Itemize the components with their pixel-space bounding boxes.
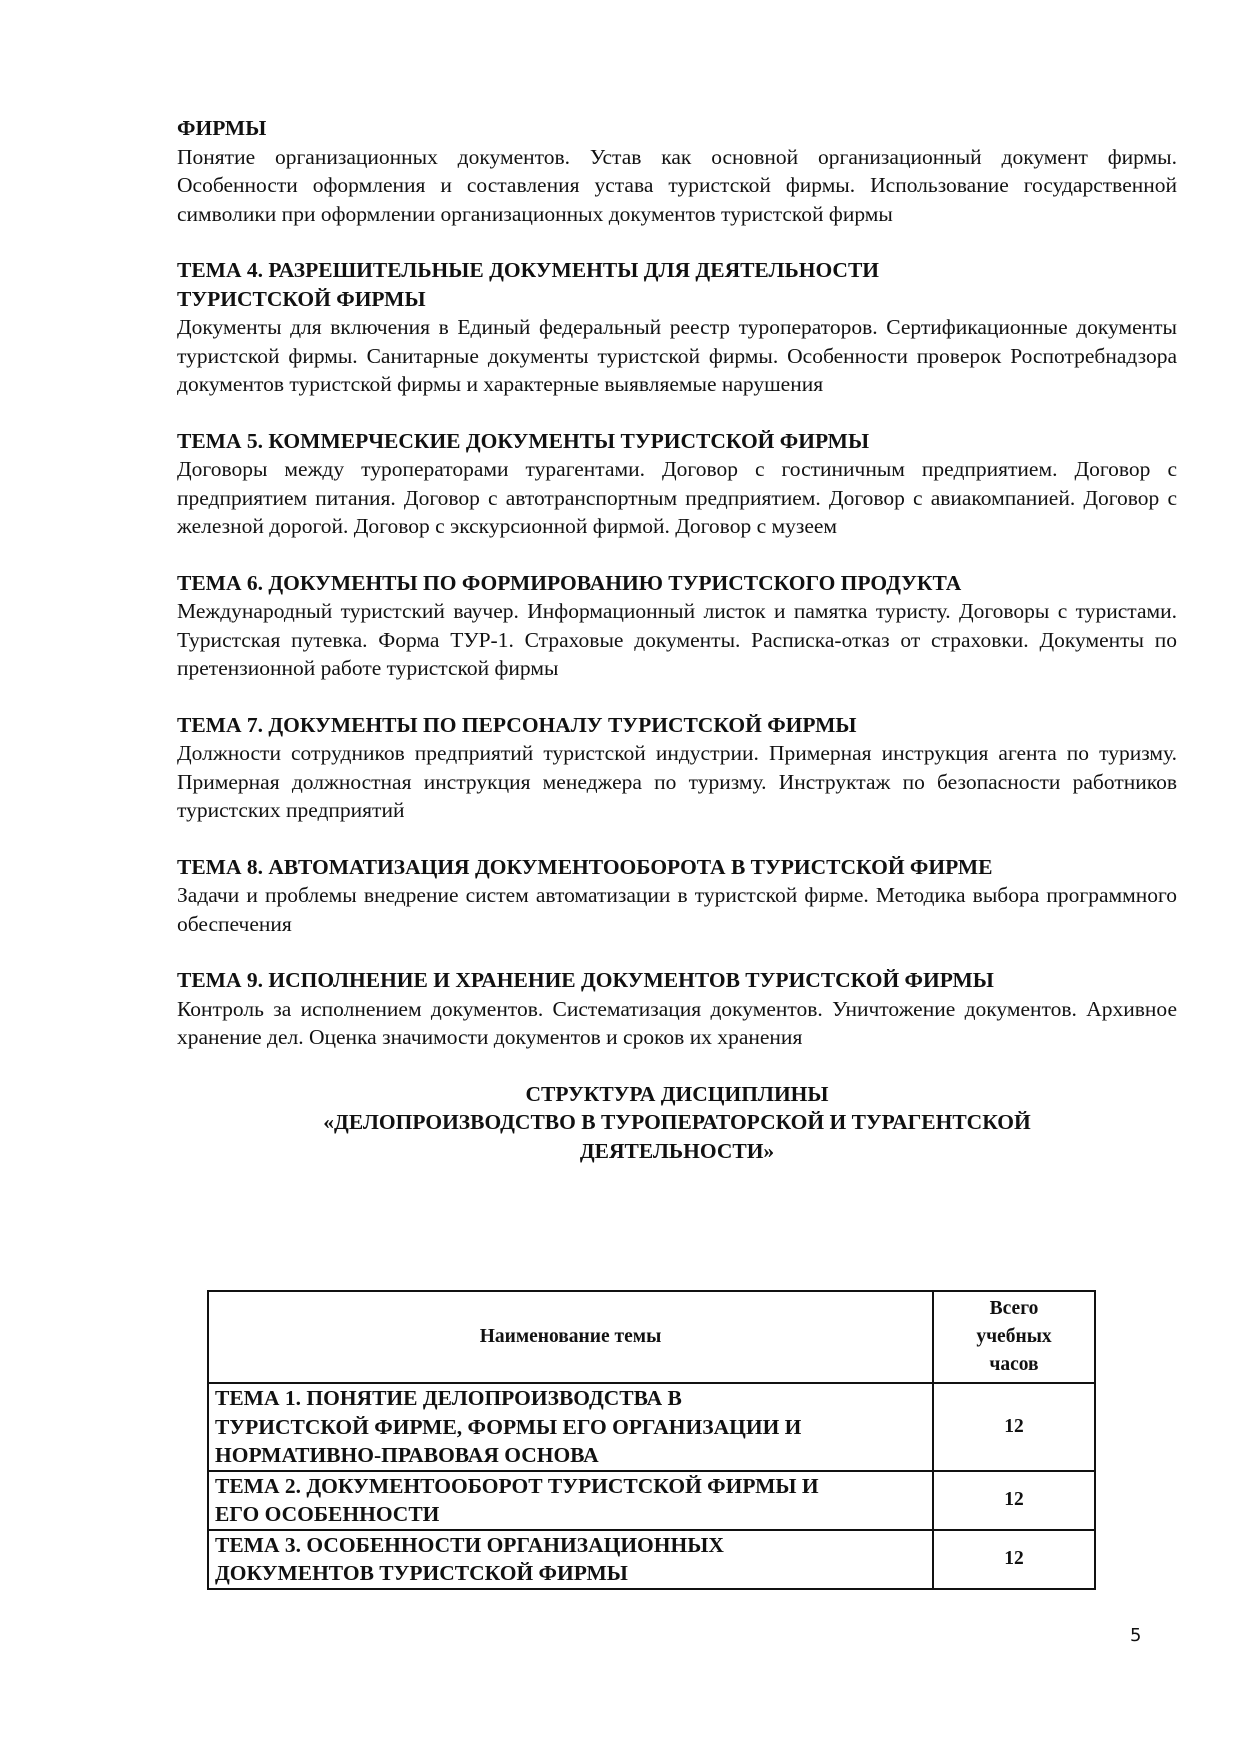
structure-table bbox=[207, 1290, 1096, 1590]
header-topic-name: Наименование темы bbox=[208, 1291, 933, 1383]
row-3-line1: ТЕМА 3. ОСОБЕННОСТИ ОРГАНИЗАЦИОННЫХ bbox=[215, 1532, 724, 1557]
intro-heading: ФИРМЫ bbox=[177, 116, 267, 140]
structure-title bbox=[177, 1080, 1177, 1166]
topic-5-text: Договоры между туроператорами турагентами. Договор с гостиничным предприятием. Договор с предприятием питания. Договор с автотранспортным предприятием. Договор с авиакомпанией. Договор с железной дорогой. Договор с экскурсионной фирмой. Договор с музеем bbox=[177, 457, 1177, 538]
page-number: 5 bbox=[1130, 1625, 1142, 1646]
topic-section-8 bbox=[177, 853, 1177, 939]
document-page bbox=[177, 114, 1177, 1165]
row-2-line2: ЕГО ОСОБЕННОСТИ bbox=[215, 1502, 440, 1526]
topic-8-text: Задачи и проблемы внедрение систем автоматизации в туристской фирме. Методика выбора программного обеспечения bbox=[177, 883, 1177, 936]
topic-4-heading-line2: ТУРИСТСКОЙ ФИРМЫ bbox=[177, 286, 426, 311]
intro-text: Понятие организационных документов. Устав как основной организационный документ фирмы. Особенности оформления и составления устава туристской фирмы. Использование государственной символики при оформлении организационных документов туристской фирмы bbox=[177, 144, 1177, 226]
table-row bbox=[208, 1383, 1095, 1471]
topic-4-heading-line1: ТЕМА 4. РАЗРЕШИТЕЛЬНЫЕ ДОКУМЕНТЫ ДЛЯ ДЕЯТЕЛЬНОСТИ bbox=[177, 258, 880, 282]
table-header-row bbox=[208, 1291, 1095, 1383]
topic-9-heading: ТЕМА 9. ИСПОЛНЕНИЕ И ХРАНЕНИЕ ДОКУМЕНТОВ ТУРИСТСКОЙ ФИРМЫ bbox=[177, 968, 994, 992]
table-row-topic bbox=[208, 1471, 933, 1530]
row-2-hours: 12 bbox=[933, 1471, 1095, 1530]
structure-title-line3: ДЕЯТЕЛЬНОСТИ» bbox=[579, 1138, 775, 1163]
topic-9-text: Контроль за исполнением документов. Систематизация документов. Уничтожение документов. Архивное хранение дел. Оценка значимости документов и сроков их хранения bbox=[177, 996, 1177, 1049]
row-1-line2: ТУРИСТСКОЙ ФИРМЕ, ФОРМЫ ЕГО ОРГАНИЗАЦИИ И bbox=[215, 1414, 802, 1439]
table-row bbox=[208, 1530, 1095, 1589]
topic-section-7 bbox=[177, 711, 1177, 825]
row-3-line2: ДОКУМЕНТОВ ТУРИСТСКОЙ ФИРМЫ bbox=[215, 1561, 628, 1585]
topic-5-heading: ТЕМА 5. КОММЕРЧЕСКИЕ ДОКУМЕНТЫ ТУРИСТСКОЙ ФИРМЫ bbox=[177, 428, 870, 453]
row-1-line1: ТЕМА 1. ПОНЯТИЕ ДЕЛОПРОИЗВОДСТВА В bbox=[215, 1386, 682, 1410]
table-row-topic bbox=[208, 1383, 933, 1471]
intro-section bbox=[177, 114, 1177, 228]
topic-7-heading: ТЕМА 7. ДОКУМЕНТЫ ПО ПЕРСОНАЛУ ТУРИСТСКОЙ ФИРМЫ bbox=[177, 712, 857, 737]
topic-section-9 bbox=[177, 966, 1177, 1052]
header-hours-line1: Всего bbox=[989, 1298, 1039, 1319]
topic-section-5 bbox=[177, 427, 1177, 541]
table-row bbox=[208, 1471, 1095, 1530]
structure-title-line1: СТРУКТУРА ДИСЦИПЛИНЫ bbox=[525, 1081, 829, 1106]
row-1-line3: НОРМАТИВНО-ПРАВОВАЯ ОСНОВА bbox=[215, 1443, 599, 1467]
topic-4-text: Документы для включения в Единый федеральный реестр туроператоров. Сертификационные документы туристской фирмы. Санитарные документы туристской фирмы. Особенности проверок Роспотребнадзора документов туристской фирмы и характерные выявляемые нарушения bbox=[177, 315, 1177, 396]
row-2-line1: ТЕМА 2. ДОКУМЕНТООБОРОТ ТУРИСТСКОЙ ФИРМЫ И bbox=[215, 1473, 819, 1498]
table-row-topic bbox=[208, 1530, 933, 1589]
structure-title-line2: «ДЕЛОПРОИЗВОДСТВО В ТУРОПЕРАТОРСКОЙ И ТУРАГЕНТСКОЙ bbox=[323, 1110, 1031, 1134]
header-hours-line3: часов bbox=[989, 1354, 1039, 1375]
topic-8-heading: ТЕМА 8. АВТОМАТИЗАЦИЯ ДОКУМЕНТООБОРОТА В ТУРИСТСКОЙ ФИРМЕ bbox=[177, 854, 993, 879]
topic-6-text: Международный туристский ваучер. Информационный листок и памятка туристу. Договоры с туристами. Туристская путевка. Форма ТУР-1. Страховые документы. Расписка-отказ от страховки. Документы по претензионной работе туристской фирмы bbox=[177, 599, 1177, 680]
topic-7-text: Должности сотрудников предприятий туристской индустрии. Примерная инструкция агента по туризму. Примерная должностная инструкция менеджера по туризму. Инструктаж по безопасности работников туристских предприятий bbox=[177, 741, 1177, 822]
header-hours-line2: учебных bbox=[976, 1326, 1052, 1347]
topic-section-6 bbox=[177, 569, 1177, 683]
topic-6-heading: ТЕМА 6. ДОКУМЕНТЫ ПО ФОРМИРОВАНИЮ ТУРИСТСКОГО ПРОДУКТА bbox=[177, 570, 962, 595]
row-3-hours: 12 bbox=[933, 1530, 1095, 1589]
row-1-hours: 12 bbox=[933, 1383, 1095, 1471]
header-total-hours bbox=[933, 1291, 1095, 1383]
topic-section-4 bbox=[177, 256, 1177, 399]
